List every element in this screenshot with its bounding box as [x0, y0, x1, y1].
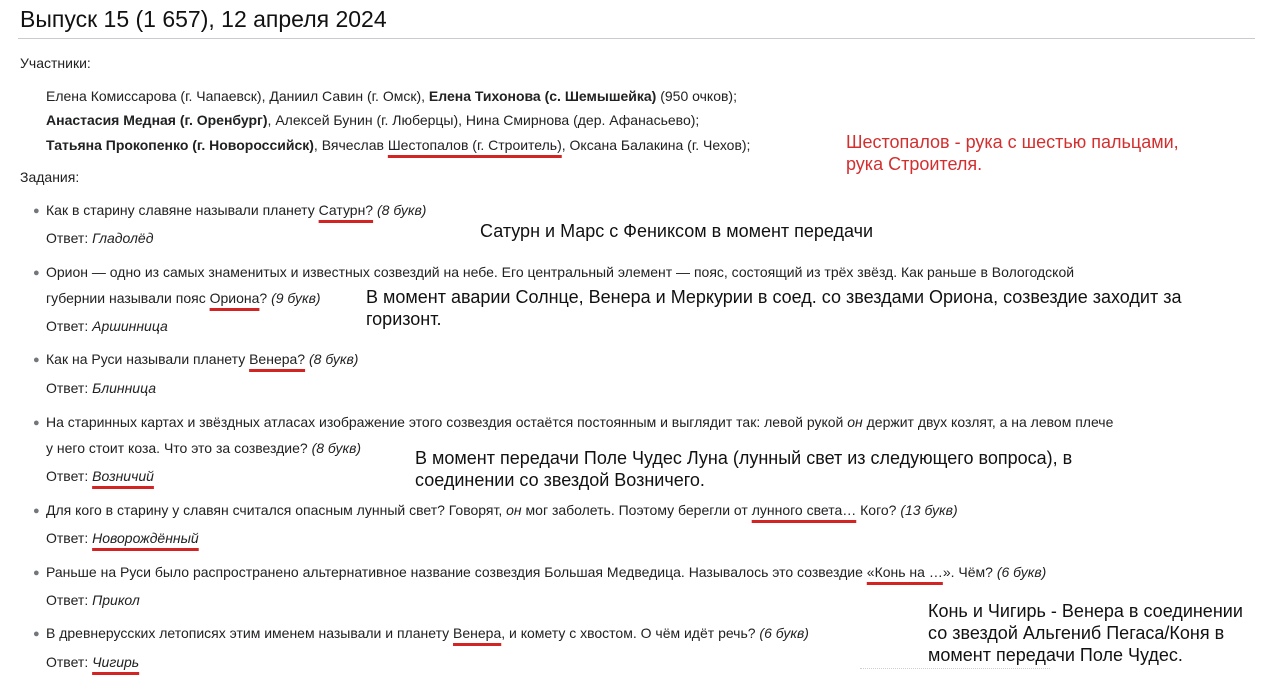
question-hint: (6 букв): [992, 564, 1047, 580]
question-hint: (9 букв): [267, 290, 321, 306]
answer-label: Ответ:: [46, 318, 93, 334]
annotation-line: Конь и Чигирь - Венера в соединении: [928, 601, 1243, 621]
annotation-line: соединении со звездой Возничего.: [415, 470, 705, 490]
bullet-icon: ●: [33, 205, 40, 217]
question-2-line-2: [46, 290, 321, 306]
question-5: [46, 502, 958, 518]
answer-1: [46, 230, 153, 246]
bullet-icon: ●: [33, 628, 40, 640]
answer-value: Возничий: [92, 468, 154, 484]
annotation-saturn: [480, 220, 873, 242]
question-text: губернии называли пояс: [46, 290, 210, 306]
question-highlight: Венера: [453, 625, 502, 641]
title-divider: [18, 38, 1255, 39]
question-text: мог заболеть. Поэтому берегли от: [521, 502, 752, 518]
page-title: Выпуск 15 (1 657), 12 апреля 2024: [20, 6, 387, 32]
question-pronoun: он: [506, 502, 522, 518]
question-text: Кого?: [856, 502, 897, 518]
question-hint: (8 букв): [373, 202, 427, 218]
underlined-participant: Шестопалов (г. Строитель): [387, 137, 562, 153]
answer-value: Блинница: [92, 380, 157, 396]
answer-value: Гладолёд: [92, 230, 154, 246]
annotation-line: Сатурн и Марс с Фениксом в момент передачи: [480, 221, 874, 241]
question-text: Как в старину славяне называли планету: [46, 202, 319, 218]
annotation-shestopalov: [846, 131, 1179, 175]
bullet-icon: ●: [33, 505, 40, 517]
question-text: На старинных картах и звёздных атласах изображение этого созвездия остаётся постоянным и выглядит так: левой рукой: [46, 414, 848, 430]
participants-text: , Оксана Балакина (г. Чехов);: [561, 137, 751, 153]
winner-name: Елена Тихонова (с. Шемышейка): [428, 88, 657, 104]
question-text: ». Чём?: [942, 564, 993, 580]
finalist-name: Анастасия Медная (г. Оренбург): [46, 112, 268, 128]
annotation-line: В момент аварии Солнце, Венера и Меркурии в соед. со звездами Ориона, созвездие заходит за: [366, 287, 1182, 307]
question-highlight: лунного света…: [751, 502, 857, 518]
answer-label: Ответ:: [46, 654, 93, 670]
question-highlight: Ориона: [209, 290, 260, 306]
question-hint: (8 букв): [307, 440, 362, 456]
bullet-icon: ●: [33, 567, 40, 579]
answer-value: Прикол: [92, 592, 140, 608]
question-text: у него стоит коза. Что это за созвездие?: [46, 440, 308, 456]
annotation-moon: [415, 447, 1072, 491]
participants-text: Елена Комиссарова (г. Чапаевск), Даниил Савин (г. Омск),: [46, 88, 429, 104]
question-hint: (6 букв): [755, 625, 809, 641]
question-text: Орион — одно из самых знаменитых и известных созвездий на небе. Его центральный элемент — пояс, состоящий из трёх звёзд. Как раньше в Вологодской: [46, 264, 1075, 280]
question-highlight: Сатурн?: [318, 202, 374, 218]
question-3: [46, 351, 358, 367]
question-text: В древнерусских летописях этим именем называли и планету: [46, 625, 454, 641]
question-highlight: Венера?: [249, 351, 306, 367]
bullet-icon: ●: [33, 417, 40, 429]
answer-5: [46, 530, 199, 546]
participants-line-2: [46, 112, 699, 128]
annotation-line: В момент передачи Поле Чудес Луна (лунный свет из следующего вопроса), в: [415, 448, 1073, 468]
annotation-line: со звездой Альгениб Пегаса/Коня в: [928, 623, 1225, 643]
annotation-line: Шестопалов - рука с шестью пальцами,: [846, 132, 1179, 152]
answer-label: Ответ:: [46, 468, 93, 484]
answer-2: [46, 318, 168, 334]
answer-label: Ответ:: [46, 530, 93, 546]
participants-line-3: [46, 137, 750, 153]
bullet-icon: ●: [33, 267, 40, 279]
answer-7: [46, 654, 139, 670]
question-text: , и комету с хвостом. О чём идёт речь?: [501, 625, 756, 641]
participants-label: Участники:: [20, 55, 91, 71]
question-hint: (13 букв): [896, 502, 958, 518]
question-pronoun: он: [847, 414, 863, 430]
question-text: Как на Руси называли планету: [46, 351, 250, 367]
question-6: [46, 564, 1046, 580]
answer-value: Новорождённый: [92, 530, 199, 546]
question-2-line-1: [46, 264, 1074, 280]
question-highlight: «Конь на …: [866, 564, 943, 580]
question-7: [46, 625, 809, 641]
annotation-line: горизонт.: [366, 309, 442, 329]
annotation-line: рука Строителя.: [846, 154, 983, 174]
participants-text: , Алексей Бунин (г. Люберцы), Нина Смирнова (дер. Афанасьево);: [267, 112, 700, 128]
question-hint: (8 букв): [305, 351, 359, 367]
annotation-orion: [366, 286, 1181, 330]
question-text: держит двух козлят, а на левом плече: [862, 414, 1114, 430]
tasks-label: Задания:: [20, 169, 80, 185]
answer-label: Ответ:: [46, 380, 93, 396]
faint-cutoff-text: [860, 668, 1050, 675]
question-1: [46, 202, 426, 218]
question-4-line-1: [46, 414, 1113, 430]
bullet-icon: ●: [33, 354, 40, 366]
answer-label: Ответ:: [46, 592, 93, 608]
finalist-name: Татьяна Прокопенко (г. Новороссийск): [46, 137, 314, 153]
participants-line-1: [46, 88, 737, 104]
participants-text: , Вячеслав: [313, 137, 388, 153]
annotation-line: момент передачи Поле Чудес.: [928, 645, 1183, 665]
answer-value: Чигирь: [92, 654, 140, 670]
answer-label: Ответ:: [46, 230, 93, 246]
answer-4: [46, 468, 154, 484]
answer-3: [46, 380, 156, 396]
answer-6: [46, 592, 140, 608]
question-text: Раньше на Руси было распространено альтернативное название созвездия Большая Медведица. Называлось это созвездие: [46, 564, 867, 580]
question-text: Для кого в старину у славян считался опасным лунный свет? Говорят,: [46, 502, 507, 518]
winner-score: (950 очков);: [656, 88, 737, 104]
question-4-line-2: [46, 440, 361, 456]
question-text: ?: [259, 290, 268, 306]
answer-value: Аршинница: [92, 318, 168, 334]
annotation-chigir: [928, 600, 1243, 666]
